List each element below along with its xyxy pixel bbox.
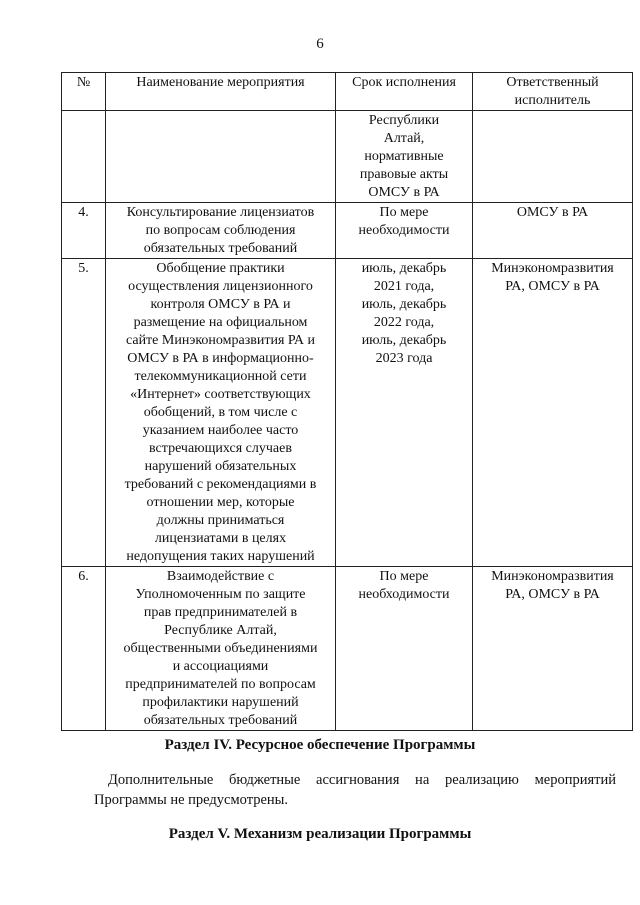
row-term-line: Алтай, [383,131,425,146]
header-responsible-line2: исполнитель [514,93,591,108]
row-term-line: необходимости [358,587,450,602]
row-name-line: указанием наиболее часто [142,423,299,438]
table-row [62,259,633,567]
row-number: 5. [62,259,106,567]
table-header-row [62,73,633,111]
header-responsible [473,73,633,111]
row-name-line: общественными объединениями [123,641,318,656]
row-responsible-line: РА, ОМСУ в РА [505,279,600,294]
row-responsible-cell [473,567,633,731]
table-row [62,111,633,203]
row-term-cell [336,259,473,567]
row-name-line: обязательных требований [143,241,298,256]
row-term-line: 2023 года [375,351,433,366]
row-term-line: ОМСУ в РА [368,185,440,200]
row-responsible-cell [473,111,633,203]
row-term-line: По мере [379,569,429,584]
row-name-line: Консультирование лицензиатов [126,205,315,220]
row-name-line: Обобщение практики [156,261,285,276]
row-name-line: профилактики нарушений [142,695,299,710]
row-number: 6. [62,567,106,731]
row-name-line: должны приниматься [156,513,285,528]
row-term-line: июль, декабрь [361,297,447,312]
activities-table [61,72,633,731]
row-responsible-line: Минэкономразвития [491,569,614,584]
row-name-line: предпринимателей по вопросам [125,677,316,692]
row-name-cell [106,567,336,731]
row-name-cell [106,259,336,567]
row-number [62,111,106,203]
row-term-line: По мере [379,205,429,220]
header-number: № [62,73,106,111]
row-name-line: прав предпринимателей в [143,605,298,620]
row-name-line: и ассоциациями [172,659,269,674]
row-number: 4. [62,203,106,259]
row-name-line: по вопросам соблюдения [145,223,296,238]
row-responsible-line: Минэкономразвития [491,261,614,276]
table-row [62,203,633,259]
row-name-line: контроля ОМСУ в РА и [150,297,291,312]
row-responsible-cell [473,259,633,567]
row-name-line: телекоммуникационной сети [134,369,307,384]
row-term-line: 2021 года, [373,279,435,294]
row-term-line: 2022 года, [373,315,435,330]
row-name-line: отношении мер, которые [146,495,295,510]
row-name-line: обобщений, в том числе с [143,405,298,420]
row-name-line: размещение на официальном [133,315,308,330]
row-name-cell [106,203,336,259]
row-name-line: требований с рекомендациями в [124,477,317,492]
header-deadline: Срок исполнения [336,73,473,111]
table-row [62,567,633,731]
section-5-title: Раздел V. Механизм реализации Программы [168,826,472,842]
row-name-line: осуществления лицензионного [128,279,313,294]
row-name-line: встречающихся случаев [149,441,292,456]
header-responsible-line1: Ответственный [506,75,599,90]
page-number: 6 [316,36,324,52]
row-name-line: нарушений обязательных [144,459,297,474]
row-term-line: правовые акты [359,167,449,182]
row-name-line: лицензиатами в целях [154,531,287,546]
row-name-line: недопущения таких нарушений [126,549,315,564]
row-name-line: сайте Минэкономразвития РА и [125,333,316,348]
row-name-line: «Интернет» соответствующих [130,387,311,402]
row-responsible-line: РА, ОМСУ в РА [505,587,600,602]
section-4-paragraph-line1: Дополнительные бюджетные ассигнования на реализацию мероприятий [108,772,616,788]
row-term-line: июль, декабрь [361,261,447,276]
row-term-line: нормативные [364,149,444,164]
row-name-line: Республике Алтай, [164,623,277,638]
row-name-line: Уполномоченным по защите [135,587,306,602]
row-term-cell [336,111,473,203]
row-responsible-cell [473,203,633,259]
row-name-line: обязательных требований [143,713,298,728]
row-term-line: Республики [368,113,440,128]
row-term-line: июль, декабрь [361,333,447,348]
row-term-line: необходимости [358,223,450,238]
row-name-cell [106,111,336,203]
row-name-line: Взаимодействие с [166,569,275,584]
section-4-title: Раздел IV. Ресурсное обеспечение Программы [164,737,476,753]
row-term-cell [336,203,473,259]
row-responsible-line: ОМСУ в РА [516,205,589,220]
row-name-line: ОМСУ в РА в информационно- [127,351,314,366]
section-4-paragraph-line2: Программы не предусмотрены. [94,792,289,808]
row-term-cell [336,567,473,731]
header-activity-name: Наименование мероприятия [106,73,336,111]
